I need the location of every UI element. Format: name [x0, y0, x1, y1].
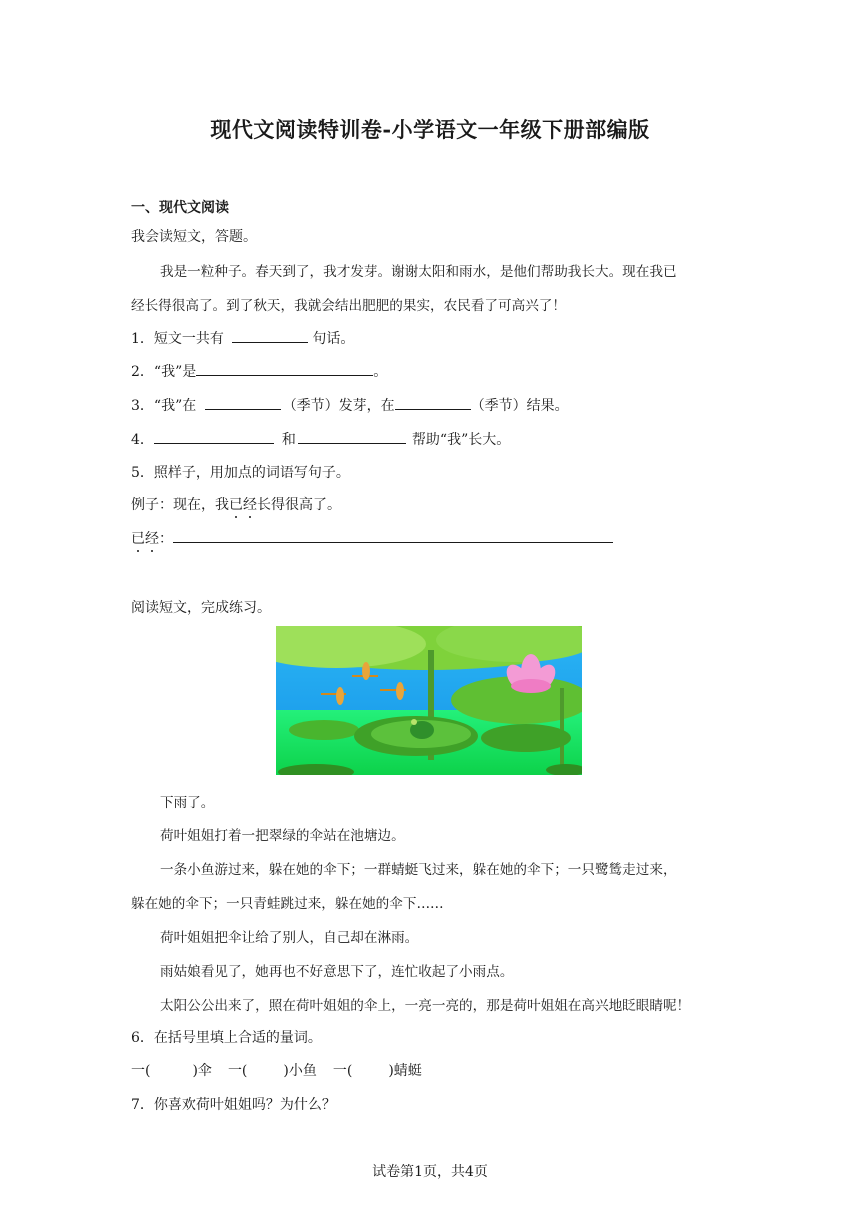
- question-4-text: 4．: [131, 432, 154, 448]
- dotted-char: 已: [131, 528, 145, 548]
- question-4: [131, 429, 510, 449]
- dotted-char: 经: [145, 528, 159, 548]
- dotted-char: 已: [229, 494, 243, 514]
- question-1-text: 1．短文一共有: [131, 331, 224, 347]
- question-3-suffix: （季节）结果。: [470, 398, 569, 414]
- question-1: [131, 328, 354, 348]
- question-5-answer: [131, 528, 613, 548]
- question-3: [131, 395, 569, 415]
- example-suffix: 长得很高了。: [257, 497, 341, 513]
- dotted-char: 经: [243, 494, 257, 514]
- question-3-mid: （季节）发芽，在: [282, 398, 395, 414]
- question-2: [131, 361, 387, 381]
- question-5: 5．照样子，用加点的词语写句子。: [131, 465, 350, 481]
- story-paragraph-4: 荷叶姐姐把伞让给了别人，自己却在淋雨。: [160, 930, 419, 946]
- measure-word-prefix: 一(: [131, 1063, 151, 1079]
- page-title: 现代文阅读特训卷-小学语文一年级下册部编版: [210, 117, 650, 142]
- example-sentence: [131, 494, 341, 514]
- story-paragraph-5: 雨姑娘看见了，她再也不好意思下了，连忙收起了小雨点。: [160, 964, 514, 980]
- question-3-text: 3．“我”在: [131, 398, 197, 414]
- answer-line[interactable]: [173, 528, 613, 543]
- measure-word-prefix: 一(: [332, 1063, 353, 1079]
- story-paragraph-3-line-2: 躲在她的伞下；一只青蛙跳过来，躲在她的伞下……: [131, 896, 444, 912]
- answer-colon: ：: [159, 531, 173, 547]
- page-footer: 试卷第1页，共4页: [372, 1164, 488, 1180]
- measure-word-prefix: 一(: [227, 1063, 248, 1079]
- story-paragraph-3-line-1: 一条小鱼游过来，躲在她的伞下；一群蜻蜓飞过来，躲在她的伞下；一只鹭鸶走过来，: [160, 862, 677, 878]
- answer-blank[interactable]: [232, 328, 308, 343]
- passage-1-line-2: 经长得很高了。到了秋天，我就会结出肥肥的果实，农民看了可高兴了！: [131, 298, 566, 314]
- answer-blank[interactable]: [205, 395, 281, 410]
- passage-1-line-1: 我是一粒种子。春天到了，我才发芽。谢谢太阳和雨水，是他们帮助我长大。现在我已: [160, 264, 677, 280]
- question-7: 7．你喜欢荷叶姐姐吗？为什么？: [131, 1097, 336, 1113]
- story-paragraph-2: 荷叶姐姐打着一把翠绿的伞站在池塘边。: [160, 828, 405, 844]
- question-1-suffix: 句话。: [312, 331, 355, 347]
- lotus-pond-illustration: [276, 626, 582, 775]
- answer-blank[interactable]: [196, 361, 373, 376]
- story-paragraph-1: 下雨了。: [160, 795, 215, 811]
- question-4-mid: 和: [281, 432, 296, 448]
- section-heading: 一、现代文阅读: [131, 200, 229, 216]
- example-prefix: 例子：现在，我: [131, 497, 229, 513]
- question-4-suffix: 帮助“我”长大。: [411, 432, 511, 448]
- answer-blank[interactable]: [395, 395, 471, 410]
- answer-blank[interactable]: [298, 429, 406, 444]
- measure-word-suffix: )小鱼: [283, 1063, 317, 1079]
- measure-word-suffix: )伞: [192, 1063, 212, 1079]
- question-2-text: 2．“我”是: [131, 364, 197, 380]
- question-6-blanks: [131, 1060, 422, 1080]
- instruction-2: 阅读短文，完成练习。: [131, 600, 271, 616]
- story-paragraph-6: 太阳公公出来了，照在荷叶姐姐的伞上，一亮一亮的，那是荷叶姐姐在高兴地眨眼睛呢！: [160, 998, 691, 1014]
- question-6: 6．在括号里填上合适的量词。: [131, 1030, 322, 1046]
- question-2-suffix: 。: [373, 364, 388, 380]
- measure-word-suffix: )蜻蜓: [388, 1063, 422, 1079]
- answer-blank[interactable]: [154, 429, 274, 444]
- instruction-1: 我会读短文，答题。: [131, 229, 257, 245]
